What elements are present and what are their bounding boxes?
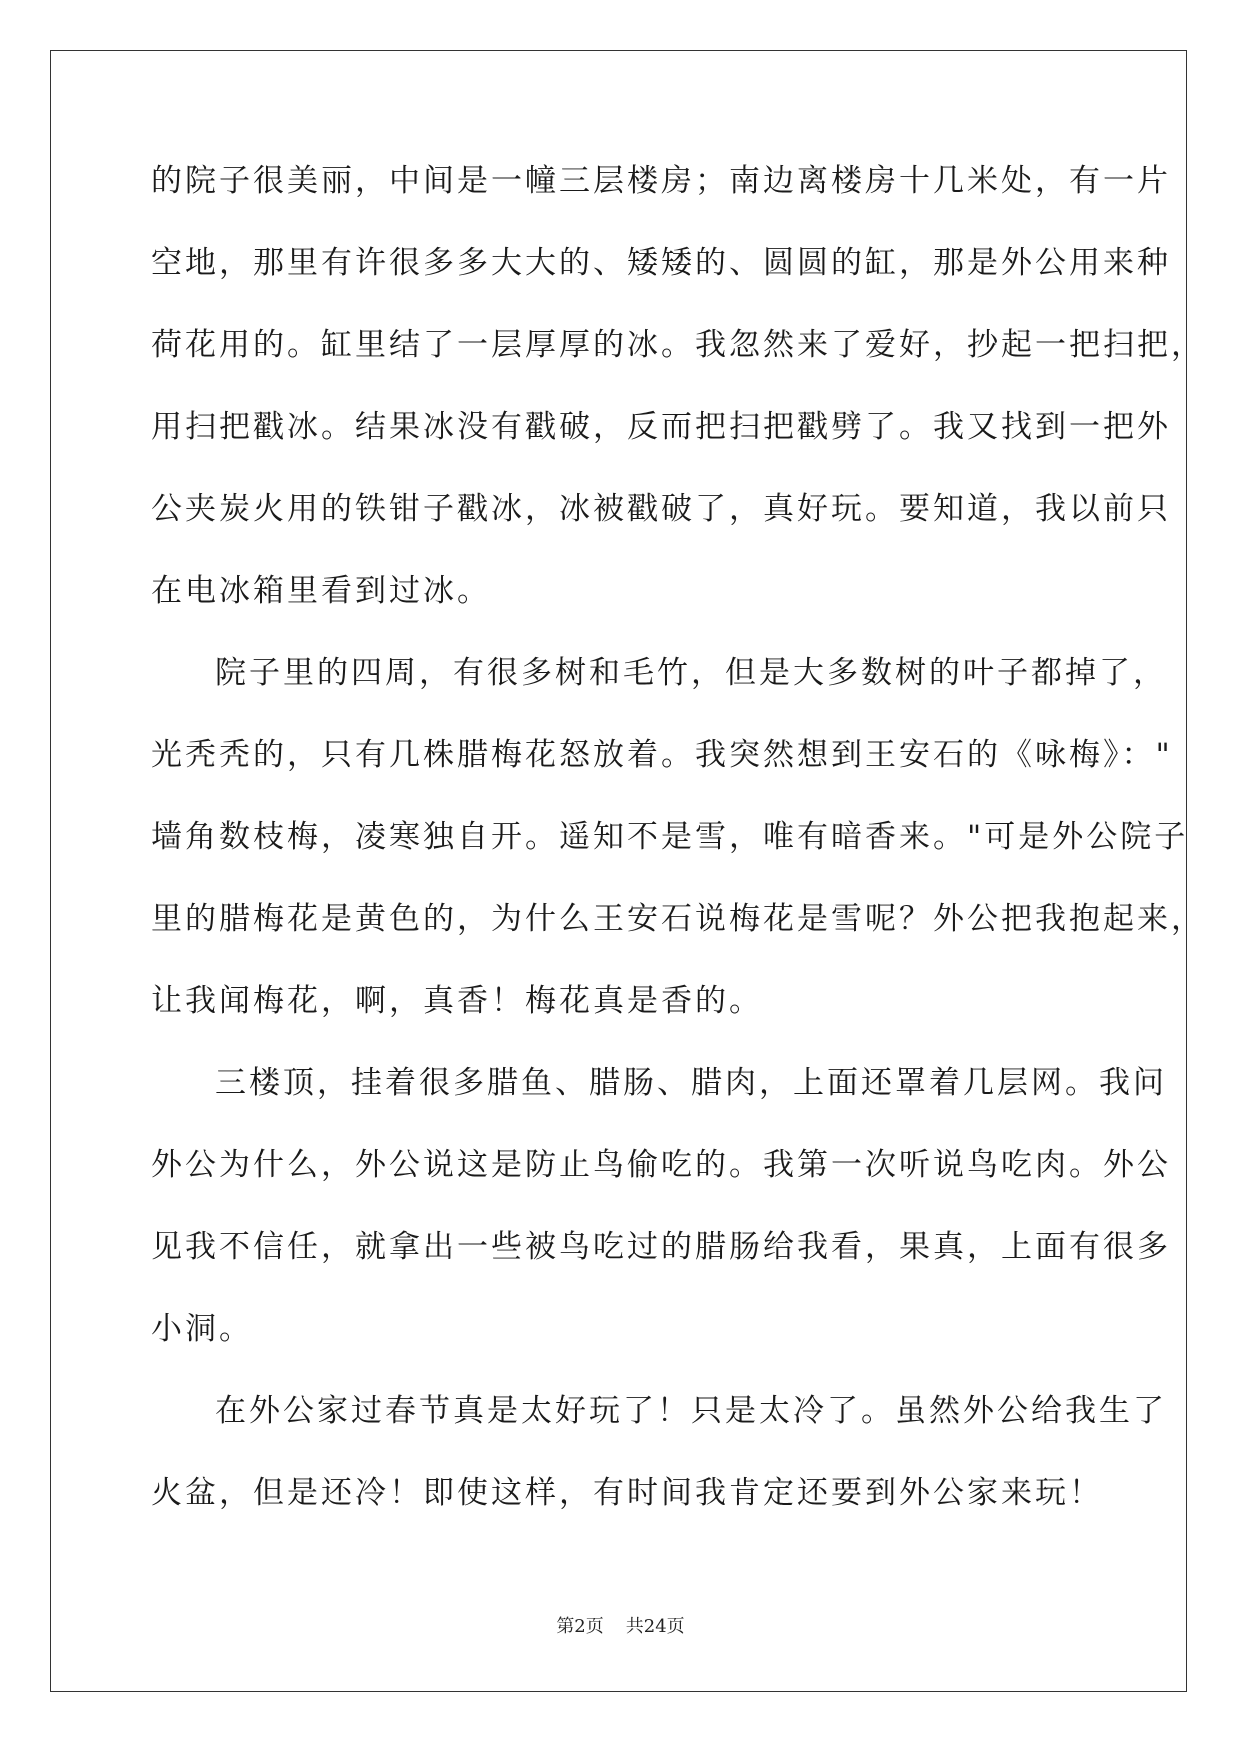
paragraph-first-line: 在外公家过春节真是太好玩了！只是太冷了。虽然外公给我生了 [215, 1393, 1167, 1429]
text-line: 火盆，但是还冷！即使这样，有时间我肯定还要到外公家来玩！ [151, 1475, 1103, 1511]
text-line: 荷花用的。缸里结了一层厚厚的冰。我忽然来了爱好，抄起一把扫把， [151, 327, 1205, 363]
total-pages: 共24页 [625, 1616, 685, 1637]
page-footer [0, 1612, 1241, 1638]
text-line: 墙角数枝梅，凌寒独自开。遥知不是雪，唯有暗香来。"可是外公院子 [151, 819, 1189, 855]
text-line: 空地，那里有许很多多大大的、矮矮的、圆圆的缸，那是外公用来种 [151, 245, 1171, 281]
document-body [151, 160, 1205, 1554]
text-line: 在电冰箱里看到过冰。 [151, 573, 491, 609]
text-line: 见我不信任，就拿出一些被鸟吃过的腊肠给我看，果真，上面有很多 [151, 1229, 1171, 1265]
page-number: 第2页 [556, 1616, 604, 1637]
paragraph-first-line: 院子里的四周，有很多树和毛竹，但是大多数树的叶子都掉了， [215, 655, 1167, 691]
text-line: 的院子很美丽，中间是一幢三层楼房；南边离楼房十几米处，有一片 [151, 163, 1171, 199]
text-line: 小洞。 [151, 1311, 253, 1347]
paragraph-first-line: 三楼顶，挂着很多腊鱼、腊肠、腊肉，上面还罩着几层网。我问 [215, 1065, 1167, 1101]
text-line: 公夹炭火用的铁钳子戳冰，冰被戳破了，真好玩。要知道，我以前只 [151, 491, 1171, 527]
text-line: 光秃秃的，只有几株腊梅花怒放着。我突然想到王安石的《咏梅》：" [151, 737, 1173, 773]
text-line: 用扫把戳冰。结果冰没有戳破，反而把扫把戳劈了。我又找到一把外 [151, 409, 1171, 445]
text-line: 外公为什么，外公说这是防止鸟偷吃的。我第一次听说鸟吃肉。外公 [151, 1147, 1171, 1183]
text-line: 里的腊梅花是黄色的，为什么王安石说梅花是雪呢？外公把我抱起来， [151, 901, 1205, 937]
text-line: 让我闻梅花，啊，真香！梅花真是香的。 [151, 983, 763, 1019]
